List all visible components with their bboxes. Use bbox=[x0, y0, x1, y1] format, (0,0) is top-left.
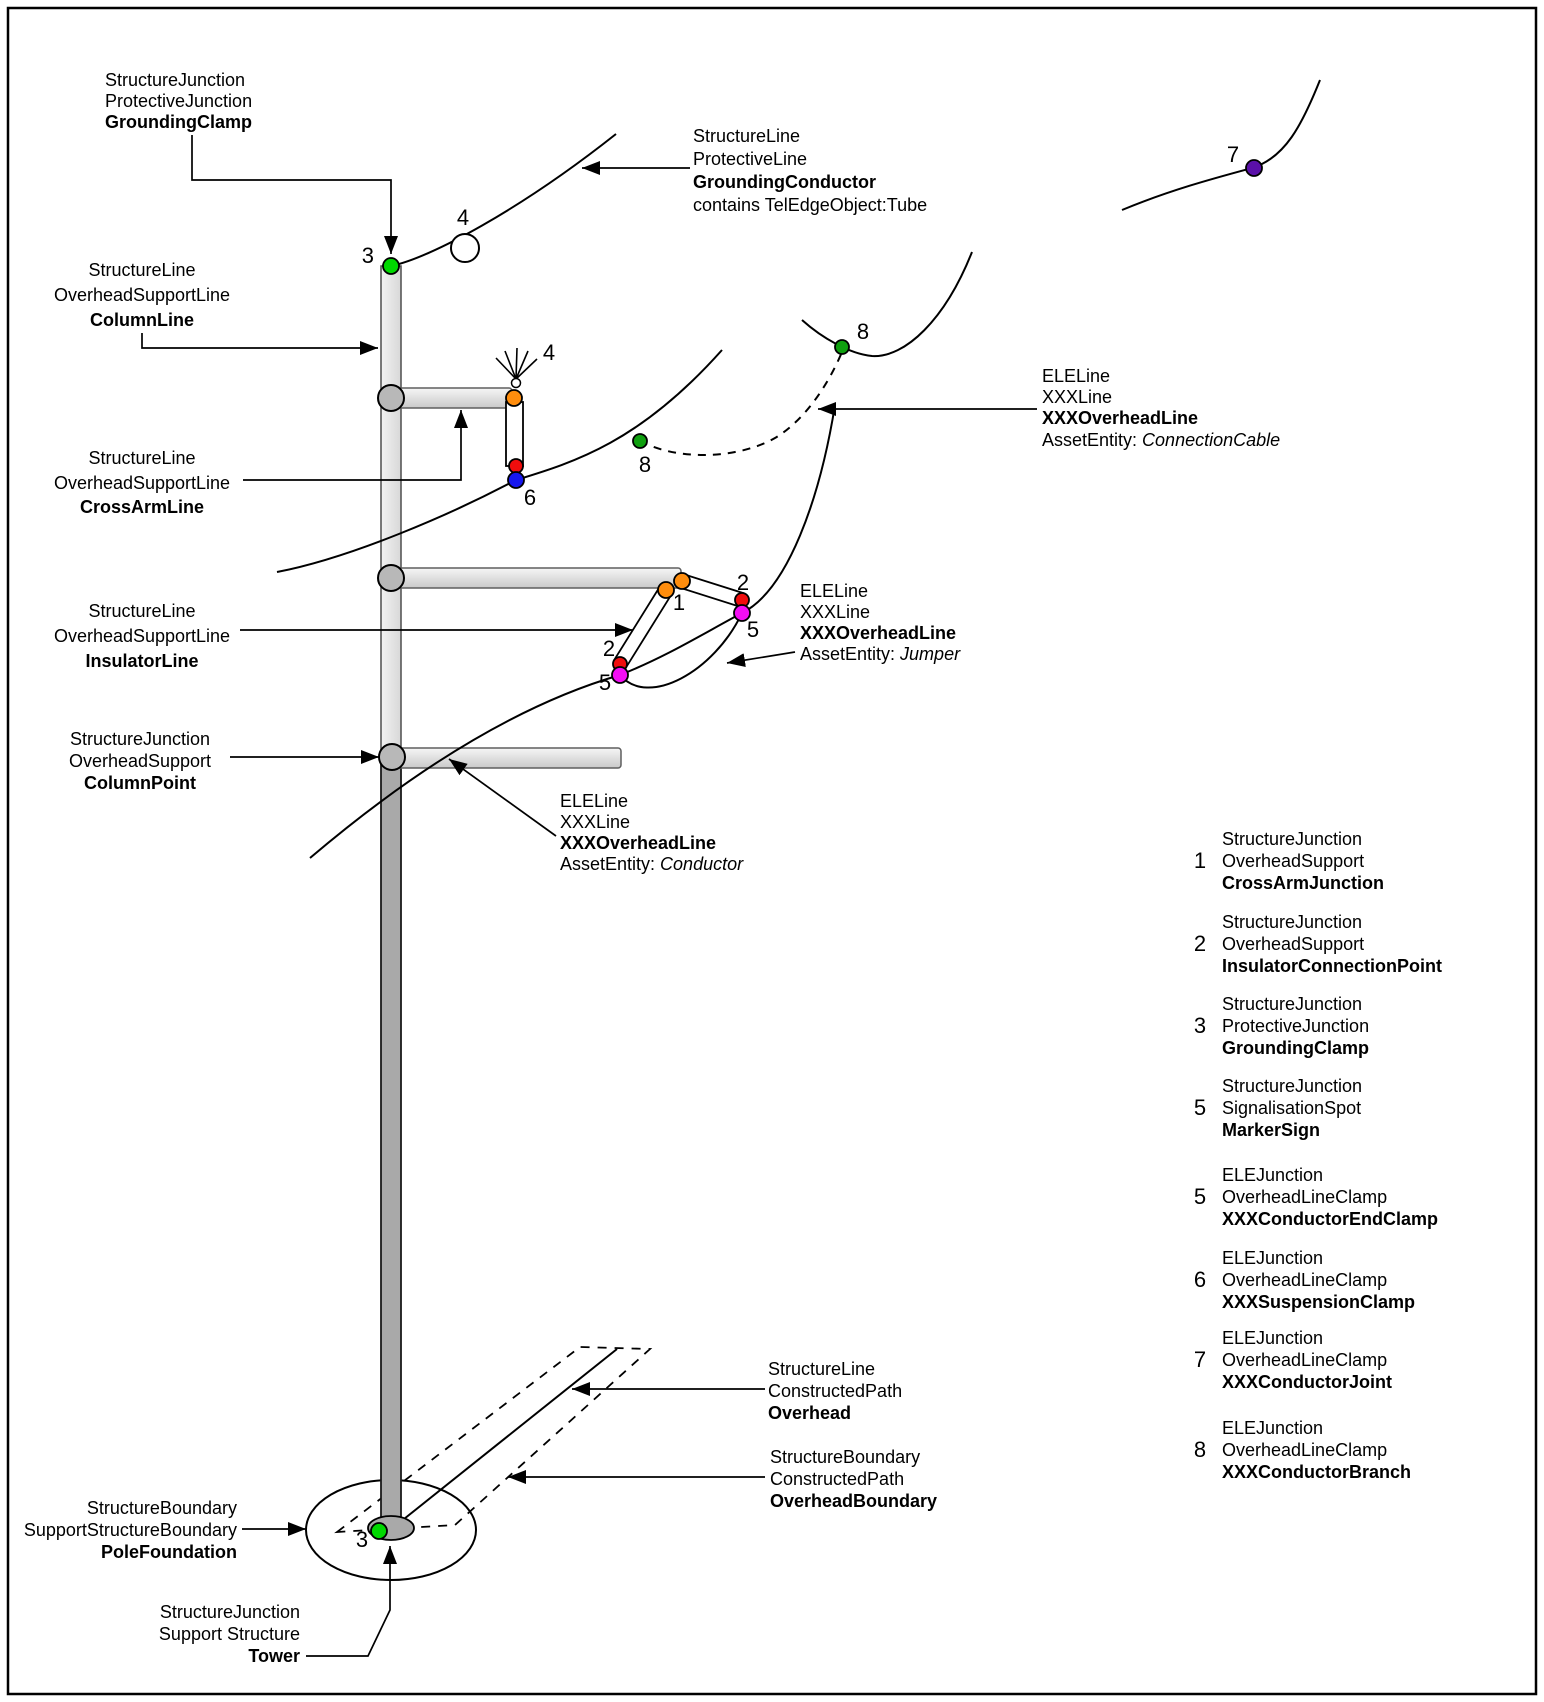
callout-text: XXXLine bbox=[560, 812, 631, 832]
legend-text: ELEJunction bbox=[1222, 1248, 1324, 1268]
crossarm-junction-dot-2b bbox=[658, 582, 674, 598]
legend-text: XXXSuspensionClamp bbox=[1222, 1292, 1416, 1312]
callout-text: Support Structure bbox=[158, 1624, 300, 1644]
legend-number: 2 bbox=[1193, 931, 1207, 956]
marker-sign-circle bbox=[451, 234, 479, 262]
column-point-junction-1 bbox=[378, 385, 404, 411]
callout-text: XXXOverheadLine bbox=[1042, 408, 1199, 428]
callout-text: OverheadSupportLine bbox=[53, 285, 231, 305]
legend-text: InsulatorConnectionPoint bbox=[1222, 956, 1442, 976]
legend-text: MarkerSign bbox=[1222, 1120, 1321, 1140]
point-label-2-left: 2 bbox=[602, 636, 616, 661]
callout-text: ConstructedPath bbox=[770, 1469, 905, 1489]
point-label-7: 7 bbox=[1226, 142, 1240, 167]
callout-text: StructureJunction bbox=[159, 1602, 300, 1622]
callout-text: Overhead bbox=[768, 1403, 852, 1423]
callout-text: StructureLine bbox=[88, 601, 196, 621]
callout-text: StructureJunction bbox=[69, 729, 211, 749]
legend-text: CrossArmJunction bbox=[1222, 873, 1385, 893]
callout-text: XXXLine bbox=[1042, 387, 1113, 407]
callout-text: ColumnLine bbox=[90, 310, 194, 330]
callout-text: XXXLine bbox=[800, 602, 871, 622]
column-line-pole-lower bbox=[381, 762, 401, 1527]
point-label-4-circle: 4 bbox=[456, 205, 470, 230]
callout-text: OverheadSupport bbox=[68, 751, 212, 771]
legend-text: StructureJunction bbox=[1222, 829, 1363, 849]
column-point-junction-2 bbox=[378, 565, 404, 591]
conductor-branch-dot-b bbox=[835, 340, 849, 354]
legend-text: OverheadLineClamp bbox=[1222, 1187, 1388, 1207]
end-clamp-dot-left bbox=[612, 667, 628, 683]
legend-number: 3 bbox=[1193, 1013, 1207, 1038]
marker-sign-point bbox=[512, 379, 521, 388]
crossarm-junction-dot-1 bbox=[506, 390, 522, 406]
callout-text: StructureLine bbox=[768, 1359, 876, 1379]
legend-text: ELEJunction bbox=[1222, 1418, 1324, 1438]
point-label-8-a: 8 bbox=[638, 452, 652, 477]
conductor-branch-dot-a bbox=[633, 434, 647, 448]
legend-text: OverheadSupport bbox=[1222, 934, 1365, 954]
legend-text: ELEJunction bbox=[1222, 1165, 1324, 1185]
point-label-6: 6 bbox=[523, 485, 537, 510]
suspension-clamp-dot bbox=[508, 472, 524, 488]
callout-text: StructureBoundary bbox=[86, 1498, 237, 1518]
legend-number: 5 bbox=[1193, 1184, 1207, 1209]
point-label-1: 1 bbox=[672, 590, 686, 615]
legend-text: XXXConductorEndClamp bbox=[1222, 1209, 1439, 1229]
legend-text: StructureJunction bbox=[1222, 994, 1363, 1014]
legend-text: XXXConductorJoint bbox=[1222, 1372, 1392, 1392]
cross-arm-3 bbox=[391, 748, 621, 768]
callout-text: ELELine bbox=[800, 581, 869, 601]
legend-text: OverheadSupport bbox=[1222, 851, 1365, 871]
point-label-8-b: 8 bbox=[856, 319, 870, 344]
insulator-vertical bbox=[506, 402, 523, 466]
cross-arm-2 bbox=[391, 568, 681, 588]
callout-text: StructureLine bbox=[693, 126, 801, 146]
callout-text: ConstructedPath bbox=[768, 1381, 903, 1401]
insulator-connection-dot-1 bbox=[509, 459, 523, 473]
grounding-clamp-dot-base bbox=[371, 1523, 387, 1539]
legend-number: 6 bbox=[1193, 1267, 1207, 1292]
callout-text: CrossArmLine bbox=[79, 497, 205, 517]
legend-item-crossarm-junction bbox=[1194, 829, 1384, 893]
callout-text: XXXOverheadLine bbox=[800, 623, 957, 643]
point-label-4-sign: 4 bbox=[542, 340, 556, 365]
callout-text: PoleFoundation bbox=[101, 1542, 237, 1562]
legend-text: ELEJunction bbox=[1222, 1328, 1324, 1348]
callout-text: OverheadSupportLine bbox=[53, 473, 231, 493]
legend-text: ProtectiveJunction bbox=[1222, 1016, 1370, 1036]
callout-text: StructureBoundary bbox=[770, 1447, 921, 1467]
callout-text: InsulatorLine bbox=[85, 651, 199, 671]
callout-text: XXXOverheadLine bbox=[560, 833, 717, 853]
callout-text: GroundingConductor bbox=[693, 172, 876, 192]
column-point-junction-3 bbox=[379, 744, 405, 770]
legend-text: OverheadLineClamp bbox=[1222, 1270, 1388, 1290]
legend-number: 1 bbox=[1193, 848, 1207, 873]
point-label-3-base: 3 bbox=[355, 1527, 369, 1552]
legend-text: StructureJunction bbox=[1222, 1076, 1363, 1096]
callout-text: StructureJunction bbox=[105, 70, 246, 90]
callout-grounding-clamp bbox=[105, 70, 252, 132]
point-label-3-top: 3 bbox=[361, 243, 374, 268]
callout-text: StructureLine bbox=[88, 448, 196, 468]
legend-text: StructureJunction bbox=[1222, 912, 1363, 932]
callout-text: GroundingClamp bbox=[105, 112, 252, 132]
callout-text: ELELine bbox=[1042, 366, 1111, 386]
callout-text: ELELine bbox=[560, 791, 629, 811]
crossarm-junction-dot-2a bbox=[674, 573, 690, 589]
callout-text: AssetEntity: Jumper bbox=[800, 644, 961, 664]
legend-text: OverheadLineClamp bbox=[1222, 1350, 1388, 1370]
callout-text: ProtectiveJunction bbox=[105, 91, 253, 111]
legend-number: 5 bbox=[1193, 1095, 1207, 1120]
callout-text: OverheadBoundary bbox=[770, 1491, 938, 1511]
legend-text: GroundingClamp bbox=[1222, 1038, 1369, 1058]
point-label-5-left: 5 bbox=[598, 670, 612, 695]
point-label-2-right: 2 bbox=[736, 570, 750, 595]
callout-text: SupportStructureBoundary bbox=[23, 1520, 237, 1540]
callout-text: ProtectiveLine bbox=[693, 149, 808, 169]
callout-text: OverheadSupportLine bbox=[53, 626, 231, 646]
legend-text: OverheadLineClamp bbox=[1222, 1440, 1388, 1460]
callout-text: StructureLine bbox=[88, 260, 196, 280]
callout-text: ColumnPoint bbox=[84, 773, 196, 793]
cross-arm-1 bbox=[391, 388, 512, 408]
legend-text: XXXConductorBranch bbox=[1222, 1462, 1412, 1482]
legend-text: SignalisationSpot bbox=[1222, 1098, 1362, 1118]
legend-number: 8 bbox=[1193, 1437, 1207, 1462]
point-label-5-right: 5 bbox=[746, 617, 760, 642]
callout-column-point bbox=[69, 729, 211, 793]
column-line-pole-upper bbox=[381, 266, 401, 762]
conductor-joint-dot bbox=[1246, 160, 1262, 176]
callout-text: contains TelEdgeObject:Tube bbox=[693, 195, 928, 215]
callout-text: AssetEntity: Conductor bbox=[560, 854, 744, 874]
grounding-clamp-dot-top bbox=[383, 258, 399, 274]
callout-text: AssetEntity: ConnectionCable bbox=[1042, 430, 1281, 450]
legend-number: 7 bbox=[1193, 1347, 1207, 1372]
callout-text: Tower bbox=[248, 1646, 300, 1666]
